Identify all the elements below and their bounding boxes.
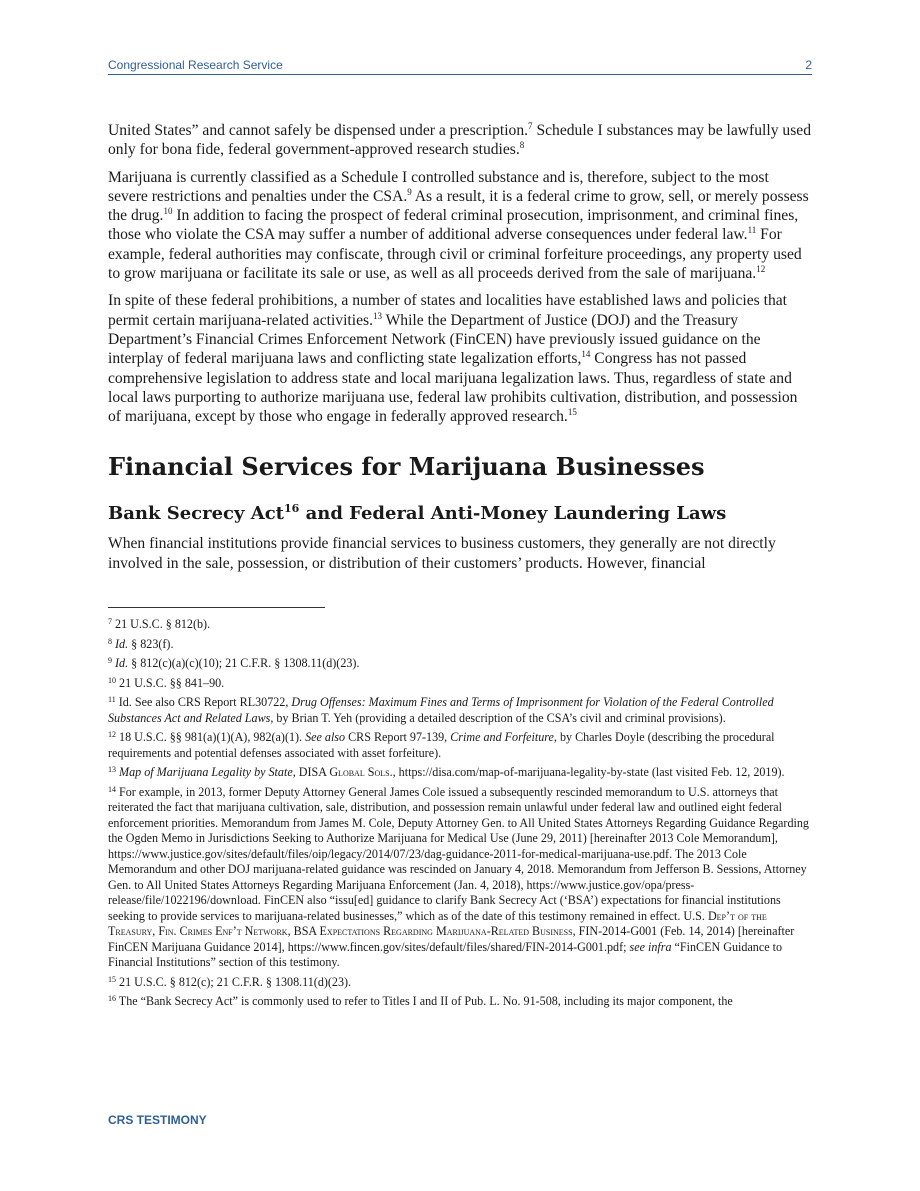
footnote-9 <box>108 656 812 672</box>
paragraph-3 <box>108 291 812 426</box>
footer-label: CRS TESTIMONY <box>108 1113 207 1127</box>
footnote-text: 21 U.S.C. §§ 841–90. <box>116 675 225 690</box>
footnote-15 <box>108 975 812 991</box>
footnote-ref-13[interactable]: 13 <box>372 310 382 321</box>
footnote-text: 21 U.S.C. § 812(b). <box>112 617 211 631</box>
footnote-italic: See also <box>305 730 346 744</box>
footnote-smallcaps: Expectations Regarding Marijuana-Related Business <box>319 924 573 938</box>
footnote-14 <box>108 785 812 971</box>
footnote-text: , by Charles Doyle (describing the procedural requirements and potential defenses associated with asset forfeiture). <box>108 730 775 760</box>
header-title: Congressional Research Service <box>108 58 283 72</box>
subsection-heading <box>108 502 812 526</box>
heading-text: and Federal Anti-Money Laundering Laws <box>299 503 727 525</box>
footnote-number: 16 <box>108 994 116 1003</box>
footnote-number: 10 <box>108 675 116 685</box>
footnote-ref-14[interactable]: 14 <box>581 349 591 360</box>
footnote-7 <box>108 617 812 633</box>
footnote-text: The “Bank Secrecy Act” is commonly used to refer to Titles I and II of Pub. L. No. 91-508, including its major component, the <box>116 994 733 1008</box>
footnote-ref-12[interactable]: 12 <box>756 264 766 275</box>
text-run: As a result, it is a federal crime to grow, sell, or merely possess the drug. <box>108 187 809 225</box>
footnote-12 <box>108 730 812 761</box>
heading-text: Bank Secrecy Act <box>108 503 284 525</box>
footnote-number: 15 <box>108 974 116 984</box>
footnote-italic: see infra <box>629 939 672 954</box>
text-run: In spite of these federal prohibitions, a number of states and localities have established laws and policies that permit certain marijuana-related activities. <box>108 292 787 329</box>
footnote-italic: Crime and Forfeiture <box>450 730 554 744</box>
footnote-text: 21 U.S.C. § 812(c); 21 C.F.R. § 1308.11(d)(23). <box>116 974 352 989</box>
text-run: For example, federal authorities may confiscate, through civil or criminal forfeiture proceedings, any property used to grow marijuana or facilitate its sale or use, as well as all proceeds derived from the sale of marijuana. <box>108 226 802 283</box>
footnote-text: , BSA <box>287 924 320 938</box>
footnote-ref-11[interactable]: 11 <box>747 225 757 236</box>
footnote-11 <box>108 695 812 726</box>
footnote-number: 8 <box>108 636 112 646</box>
footnote-13 <box>108 765 812 781</box>
footnote-text: , DISA <box>292 765 330 779</box>
text-run: Schedule I substances may be lawfully used only for bona fide, federal government-approved research studies. <box>108 122 811 159</box>
footnote-italic: Drug Offenses: Maximum Fines and Terms of Imprisonment for Violation of the Federal Controlled Substances Act and Related Laws <box>108 695 774 725</box>
footnotes <box>108 617 812 1014</box>
paragraph-2 <box>108 168 812 284</box>
footnote-number: 11 <box>108 695 116 704</box>
footnote-number: 14 <box>108 784 116 794</box>
footnote-italic: Id. <box>115 656 129 670</box>
footnote-8 <box>108 637 812 653</box>
text-run: Congress has not passed comprehensive legislation to address state and local marijuana legalization laws. Thus, regardless of state and local laws purporting to authorize marijuana use, federal law prohibits cultivation, distribution, and possession of marijuana, except by those who engage in federally approved research. <box>108 350 798 426</box>
text-run: In addition to facing the prospect of federal criminal prosecution, imprisonment, and criminal fines, those who violate the CSA may suffer a number of additional adverse consequences under federal law. <box>108 207 799 244</box>
footnote-number: 12 <box>108 730 116 739</box>
footnote-italic: Id. <box>115 636 129 651</box>
footnote-ref-8[interactable]: 8 <box>519 140 525 151</box>
footnote-smallcaps: Global Sols. <box>329 765 393 779</box>
footnote-text: Id. See also CRS Report RL30722, <box>115 695 292 709</box>
footnote-10 <box>108 676 812 692</box>
footnote-ref-16[interactable]: 16 <box>283 502 300 516</box>
footnote-16 <box>108 994 812 1010</box>
body-text <box>108 121 812 581</box>
footnote-number: 7 <box>108 617 112 626</box>
footnote-smallcaps: Dep’t of the Treasury, Fin. Crimes Enf’t Network <box>108 908 767 938</box>
paragraph-1 <box>108 121 812 160</box>
footnote-italic: Map of Marijuana Legality by State <box>119 765 293 779</box>
footnote-ref-7[interactable]: 7 <box>528 121 533 131</box>
footnote-divider <box>108 607 325 608</box>
paragraph-4: When financial institutions provide financial services to business customers, they generally are not directly involved in the sale, possession, or distribution of their customers’ products. However, financial <box>108 535 776 572</box>
footnote-ref-15[interactable]: 15 <box>567 407 577 418</box>
section-heading: Financial Services for Marijuana Businesses <box>108 452 705 482</box>
footnote-text: “FinCEN Guidance to Financial Institutions” section of this testimony. <box>108 939 783 969</box>
footnote-text: § 812(c)(a)(c)(10); 21 C.F.R. § 1308.11(d)(23). <box>128 656 360 670</box>
footnote-text: CRS Report 97-139, <box>345 730 451 744</box>
footnote-number: 9 <box>108 656 112 665</box>
text-run: Marijuana is currently classified as a Schedule I controlled substance and is, therefore, subject to the most severe restrictions and penalties under the CSA. <box>108 168 769 205</box>
footnote-text: , by Brian T. Yeh (providing a detailed description of the CSA’s civil and criminal provisions). <box>270 710 726 725</box>
running-header <box>108 58 812 75</box>
footnote-number: 13 <box>108 765 116 774</box>
text-run: While the Department of Justice (DOJ) and the Treasury Department’s Financial Crimes Enforcement Network (FinCEN) have previously issued guidance on the interplay of federal marijuana laws and conflicting state legalization efforts, <box>108 311 761 368</box>
footnote-text: , https://disa.com/map-of-marijuana-legality-by-state (last visited Feb. 12, 2019). <box>392 765 785 779</box>
footnote-text: § 823(f). <box>128 636 174 651</box>
footnote-text: 18 U.S.C. §§ 981(a)(1)(A), 982(a)(1). <box>116 730 306 744</box>
footnote-text: , FIN-2014-G001 (Feb. 14, 2014) [hereinafter FinCEN Marijuana Guidance 2014], https://www.fincen.gov/sites/default/files/shared/FIN-2014-G001.pdf; <box>108 924 795 954</box>
page-number: 2 <box>805 58 812 72</box>
footnote-ref-10[interactable]: 10 <box>163 206 173 217</box>
text-run: United States” and cannot safely be dispensed under a prescription. <box>108 122 529 139</box>
footnote-ref-9[interactable]: 9 <box>407 186 412 197</box>
footnote-text: For example, in 2013, former Deputy Attorney General James Cole issued a subsequently rescinded memorandum to U.S. attorneys that reiterated the fact that marijuana cultivation, sale, distribution, and possession remain unlawful under federal law and outlined eight federal enforcement priorities. Memorandum from James M. Cole, Deputy Attorney Gen. to All United States Attorneys Regarding Guidance Regarding the Ogden Memo in Jurisdictions Seeking to Authorize Marijuana for Medical Use (June 29, 2011) [hereinafter 2013 Cole Memorandum], https://www.justice.gov/sites/default/files/oip/legacy/2014/07/23/dag-guidance-2011-for-medical-marijuana-use.pdf. The 2013 Cole Memorandum and other DOJ marijuana-related guidance was rescinded on January 4, 2018. Memorandum from Jefferson B. Sessions, Attorney Gen. to All United States Attorneys Regarding Marijuana Enforcement (Jan. 4, 2018), https://www.justice.gov/opa/press-release/file/1022196/download. FinCEN also “issu[ed] guidance to clarify Bank Secrecy Act (‘BSA’) expectations for financial institutions seeking to provide services to marijuana-related businesses,” which as of the date of this testimony remained in effect. U.S. <box>108 784 809 923</box>
